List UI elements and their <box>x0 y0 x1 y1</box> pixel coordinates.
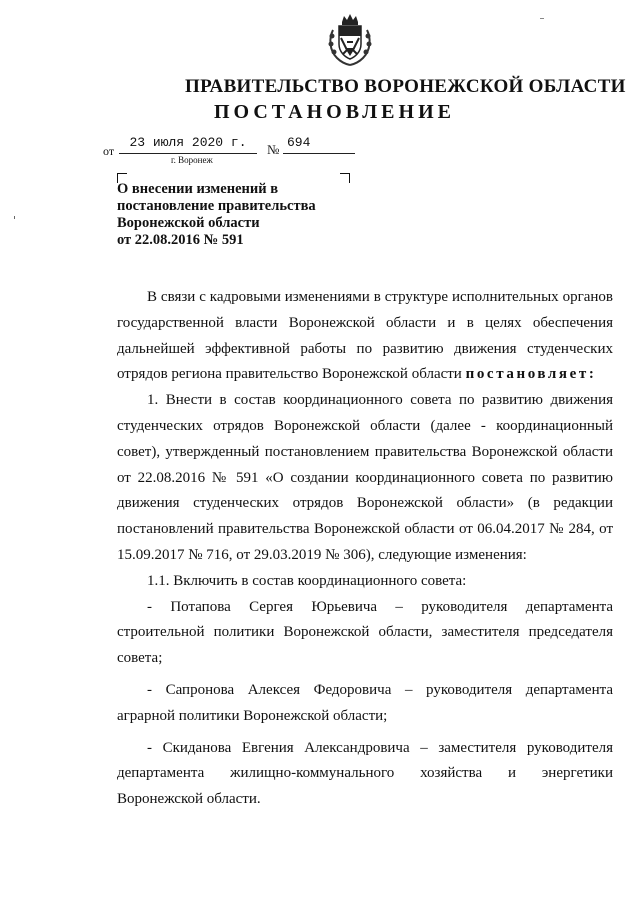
subject-line: Воронежской области <box>117 215 260 231</box>
document-number: 694 <box>283 135 355 154</box>
resolves-word: постановляет: <box>465 366 597 383</box>
document-body <box>117 285 613 813</box>
member-paragraph: - Потапова Сергея Юрьевича – руководителя департамента строительной политики Воронежской области, заместителя председателя совета; <box>117 598 613 667</box>
document-date: 23 июля 2020 г. <box>119 135 257 154</box>
subject-line: от 22.08.2016 № 591 <box>117 232 244 248</box>
member-paragraph: - Сапронова Алексея Федоровича – руководителя департамента аграрной политики Воронежской области; <box>117 681 613 724</box>
preamble-text: В связи с кадровыми изменениями в структуре исполнительных органов государственной власти Воронежской области и в целях обеспечения дальнейшей эффективной работы по развитию движения студенческих отрядов региона правительство Воронежской области <box>117 289 613 383</box>
item-1-paragraph: 1. Внести в состав координационного совета по развитию движения студенческих отрядов Воронежской области (далее - координационный совет), утвержденный постановлением правительства Воронежской области от 22.08.2016 № 591 «О создании координационного совета по развитию движения студенческих отрядов Воронежской области» (в редакции постановлений правительства Воронежской области от 06.04.2017 № 284, от 15.09.2017 № 716, от 29.03.2019 № 306), следующие изменения: <box>117 392 613 563</box>
number-sign: № <box>267 142 280 157</box>
margin-mark <box>14 216 15 219</box>
item-1-1-paragraph: 1.1. Включить в состав координационного совета: <box>147 572 467 589</box>
from-label: от <box>103 144 115 158</box>
coat-of-arms-icon <box>325 12 375 68</box>
document-subject <box>117 181 357 249</box>
document-type-title: ПОСТАНОВЛЕНИЕ <box>214 101 455 123</box>
preamble-paragraph <box>117 285 613 388</box>
government-title: ПРАВИТЕЛЬСТВО ВОРОНЕЖСКОЙ ОБЛАСТИ <box>185 76 626 97</box>
scan-speck <box>540 18 544 19</box>
subject-line: О внесении изменений в <box>117 181 279 197</box>
subject-line: постановление правительства <box>117 198 316 214</box>
member-paragraph: - Скиданова Евгения Александровича – заместителя руководителя департамента жилищно-коммунального хозяйства и энергетики Воронежской области. <box>117 739 613 808</box>
city-label: г. Воронеж <box>171 155 213 165</box>
